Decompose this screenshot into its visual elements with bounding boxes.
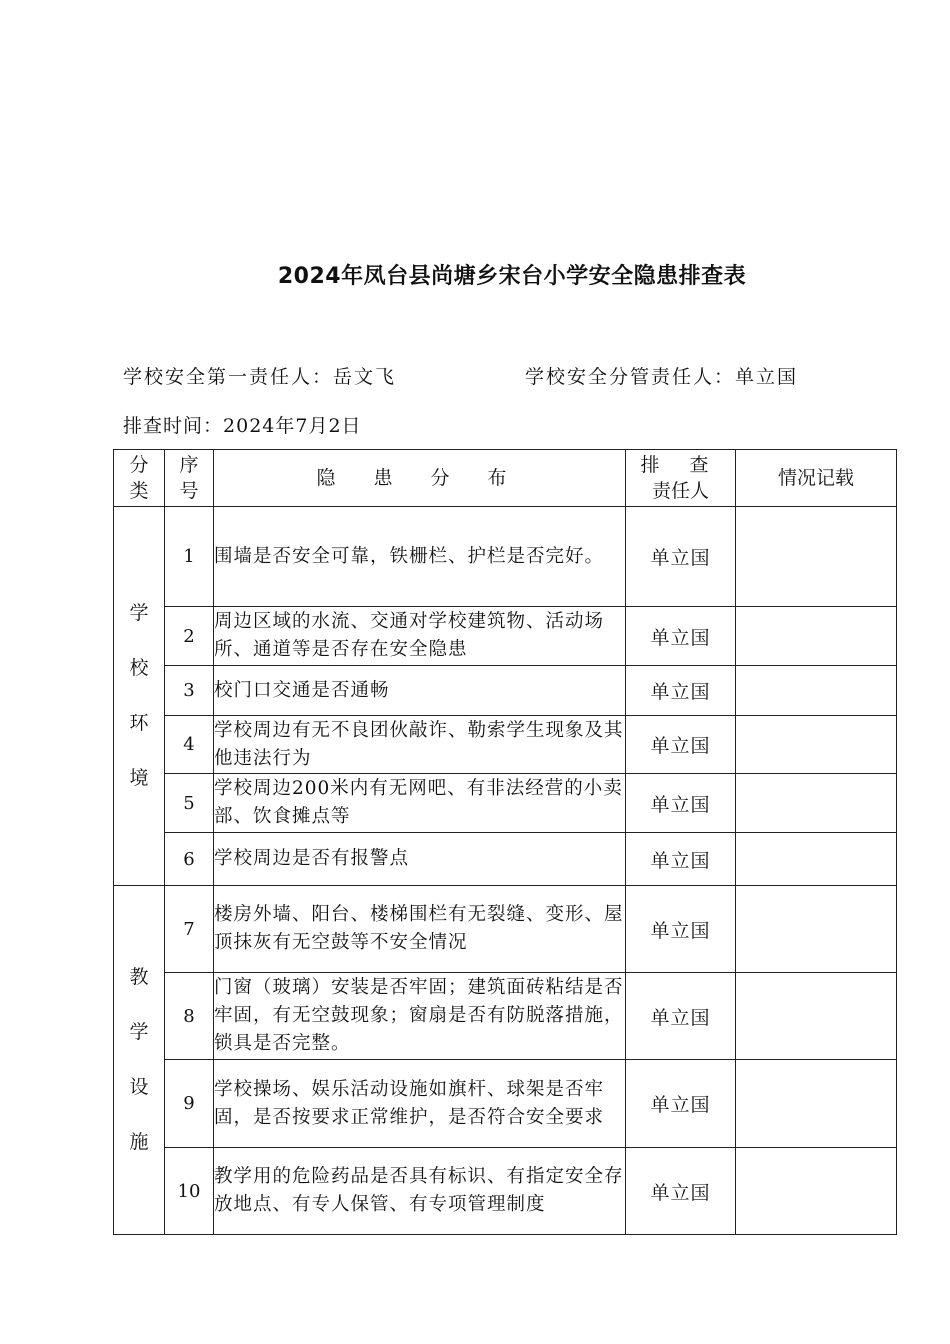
row-number: 3 [165,666,214,716]
record-cell[interactable] [736,1148,897,1235]
category-char: 施 [129,1131,149,1153]
row-number: 7 [165,886,214,973]
record-cell[interactable] [736,886,897,973]
row-number: 9 [165,1060,214,1148]
table-row [114,666,897,716]
hazard-item: 校门口交通是否通畅 [214,666,626,716]
record-cell[interactable] [736,973,897,1060]
responsible-person: 单立国 [626,507,736,607]
header-record: 情况记载 [736,450,897,507]
hazard-table [113,449,897,1235]
table-row [114,886,897,973]
category-school-environment [114,507,165,886]
header-category-line2: 类 [129,480,149,502]
responsible-person: 单立国 [626,607,736,666]
table-row [114,507,897,607]
header-responsible [626,450,736,507]
responsible-person: 单立国 [626,886,736,973]
header-number-line2: 号 [179,480,199,502]
hazard-item: 学校周边有无不良团伙敲诈、勒索学生现象及其他违法行为 [214,716,626,774]
row-number: 6 [165,833,214,886]
category-char: 学 [129,602,149,624]
first-responsible-label: 学校安全第一责任人： [123,366,334,388]
responsible-person: 单立国 [626,716,736,774]
record-cell[interactable] [736,666,897,716]
header-responsible-line1: 排 查 [640,454,721,476]
hazard-item: 学校操场、娱乐活动设施如旗杆、球架是否牢固，是否按要求正常维护，是否符合安全要求 [214,1060,626,1148]
date-value: 2024年7月2日 [223,415,362,437]
header-category-line1: 分 [129,454,149,476]
inspection-date-line [123,411,362,438]
category-char: 境 [129,767,149,789]
category-char: 教 [129,966,149,988]
category-char: 校 [129,657,149,679]
table-row [114,1148,897,1235]
row-number: 8 [165,973,214,1060]
table-row [114,833,897,886]
hazard-item: 楼房外墙、阳台、楼梯围栏有无裂缝、变形、屋顶抹灰有无空鼓等不安全情况 [214,886,626,973]
header-responsible-line2: 责任人 [651,480,709,502]
record-cell[interactable] [736,774,897,833]
table-row [114,1060,897,1148]
table-row [114,716,897,774]
category-teaching-facilities [114,886,165,1235]
row-number: 5 [165,774,214,833]
header-row [114,450,897,507]
header-category [114,450,165,507]
record-cell[interactable] [736,833,897,886]
responsible-person: 单立国 [626,666,736,716]
table-row [114,774,897,833]
record-cell[interactable] [736,507,897,607]
deputy-responsible-line [525,362,798,389]
responsible-person: 单立国 [626,833,736,886]
row-number: 4 [165,716,214,774]
deputy-responsible-name: 单立国 [735,366,799,388]
responsible-person: 单立国 [626,774,736,833]
hazard-item: 围墙是否安全可靠，铁栅栏、护栏是否完好。 [214,507,626,607]
category-char: 环 [129,712,149,734]
hazard-item: 教学用的危险药品是否具有标识、有指定安全存放地点、有专人保管、有专项管理制度 [214,1148,626,1235]
row-number: 10 [165,1148,214,1235]
first-responsible-name: 岳文飞 [333,366,397,388]
deputy-responsible-label: 学校安全分管责任人： [525,366,736,388]
responsible-person: 单立国 [626,973,736,1060]
category-char: 设 [129,1076,149,1098]
hazard-item: 学校周边是否有报警点 [214,833,626,886]
record-cell[interactable] [736,1060,897,1148]
date-label: 排查时间： [123,415,224,437]
responsible-person: 单立国 [626,1148,736,1235]
table-row [114,973,897,1060]
header-number [165,450,214,507]
responsible-person: 单立国 [626,1060,736,1148]
row-number: 1 [165,507,214,607]
first-responsible-line [123,362,396,389]
hazard-item: 学校周边200米内有无网吧、有非法经营的小卖部、饮食摊点等 [214,774,626,833]
category-char: 学 [129,1021,149,1043]
table-row [114,607,897,666]
document-title: 2024年凤台县尚塘乡宋台小学安全隐患排查表 [277,264,747,289]
header-number-line1: 序 [179,454,199,476]
hazard-item: 门窗（玻璃）安装是否牢固；建筑面砖粘结是否牢固，有无空鼓现象；窗扇是否有防脱落措施，锁具是否完整。 [214,973,626,1060]
row-number: 2 [165,607,214,666]
header-hazard: 隐 患 分 布 [214,450,626,507]
record-cell[interactable] [736,716,897,774]
hazard-item: 周边区域的水流、交通对学校建筑物、活动场所、通道等是否存在安全隐患 [214,607,626,666]
record-cell[interactable] [736,607,897,666]
